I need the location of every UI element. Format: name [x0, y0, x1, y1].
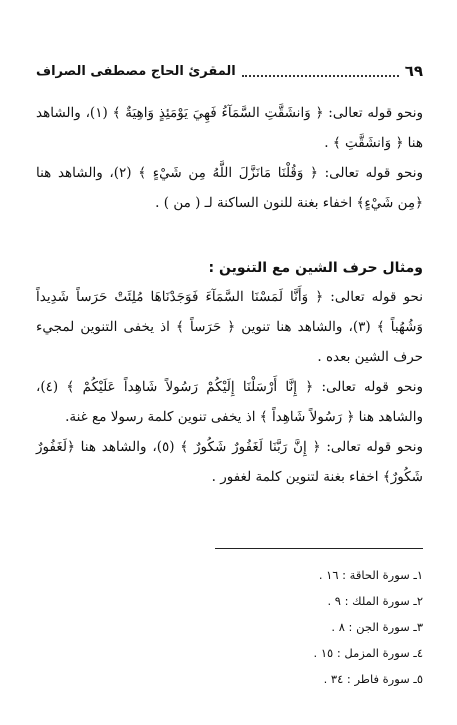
- section-heading: ومثال حرف الشين مع التنوين :: [208, 260, 423, 276]
- header-leader-dots: [242, 65, 399, 77]
- paragraph-tanween-3: ونحو قوله تعالى: ﴿ إِنَّ رَبَّنَا لَغَفُورٌ شَكُورٌ ﴾ (٥)، والشاهد هنا ﴿لَغَفُورٌ شَكُورٌ﴾ اخفاء بغنة لتنوين كلمة لغفور .: [36, 439, 423, 485]
- paragraph-tanween-1: نحو قوله تعالى: ﴿ وَأَنَّا لَمَسْنَا السَّمَآءَ فَوَجَدْنَاهَا مُلِئَتْ حَرَساً شَدِيداً وَشُهُباً ﴾ (٣)، والشاهد هنا تنوين ﴿ حَرَساً ﴾ اذ يخفى التنوين لمجيء حرف الشين بعده .: [36, 289, 423, 365]
- page-body: [36, 98, 423, 492]
- footnote-5: ٥ـ سورة فاطر : ٣٤ .: [323, 672, 423, 686]
- paragraph-tanween-2: ونحو قوله تعالى: ﴿ إِنَّا أَرْسَلْنَا إِلَيْكُمْ رَسُولاً شَاهِداً عَلَيْكُمْ ﴾ (٤)، والشاهد هنا ﴿ رَسُولاً شَاهِداً ﴾ اذ يخفى تنوين كلمة رسولا مع غنة.: [36, 379, 423, 425]
- footnotes: [163, 562, 423, 692]
- paragraph-shin-noon-1: ونحو قوله تعالى: ﴿ وَانشَقَّتِ السَّمَآءُ فَهِيَ يَوْمَئِذٍ وَاهِيَةٌ ﴾ (١)، والشاهد هنا ﴿ وَانشَقَّتِ ﴾ .: [36, 105, 423, 151]
- footnote-separator: [215, 548, 423, 549]
- footnote-3: ٣ـ سورة الجن : ٨ .: [331, 620, 423, 634]
- page-header: [36, 60, 423, 82]
- footnote-2: ٢ـ سورة الملك : ٩ .: [327, 594, 423, 608]
- running-title: المقرئ الحاج مصطفى الصراف: [36, 63, 236, 79]
- footnote-1: ١ـ سورة الحاقة : ١٦ .: [318, 568, 423, 582]
- page-number: ٦٩: [404, 62, 423, 80]
- footnote-4: ٤ـ سورة المزمل : ١٥ .: [313, 646, 423, 660]
- paragraph-shin-noon-2: ونحو قوله تعالى: ﴿ وَقُلْنَا مَانَزَّلَ اللَّهُ مِن شَيْءٍ ﴾ (٢)، والشاهد هنا ﴿مِن شَيْءٍ﴾ اخفاء بغنة للنون الساكنة لـ ( من ) .: [36, 165, 423, 211]
